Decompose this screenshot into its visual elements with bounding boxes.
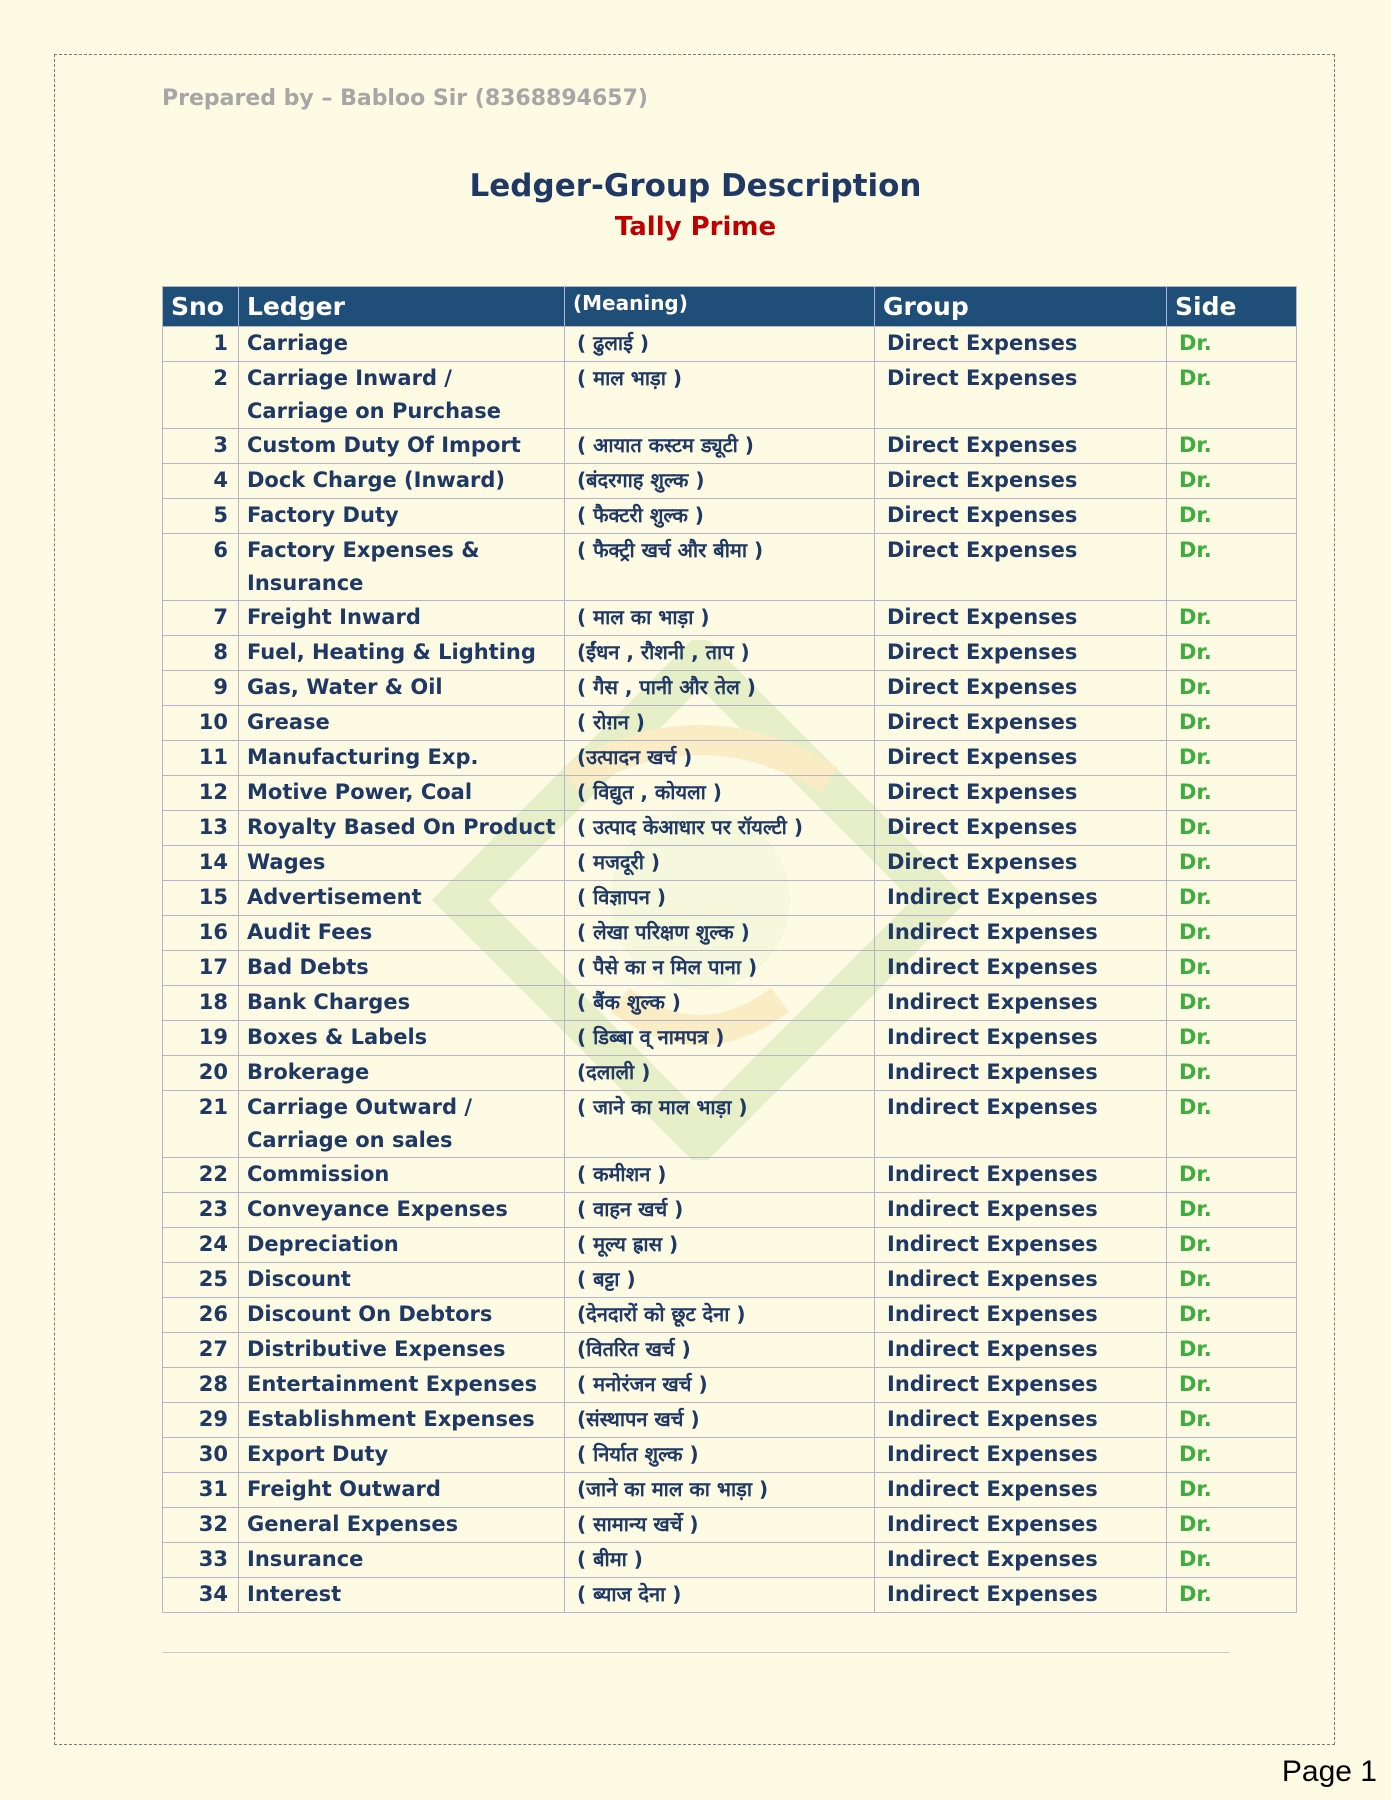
table-row bbox=[163, 499, 1297, 534]
cell-sno: 15 bbox=[163, 881, 239, 916]
cell-ledger: Motive Power, Coal bbox=[239, 776, 565, 811]
cell-group: Direct Expenses bbox=[875, 706, 1167, 741]
cell-side: Dr. bbox=[1167, 499, 1297, 534]
cell-ledger: Boxes & Labels bbox=[239, 1021, 565, 1056]
cell-side: Dr. bbox=[1167, 846, 1297, 881]
cell-sno: 14 bbox=[163, 846, 239, 881]
cell-group: Indirect Expenses bbox=[875, 1056, 1167, 1091]
cell-side: Dr. bbox=[1167, 706, 1297, 741]
cell-ledger: Discount On Debtors bbox=[239, 1298, 565, 1333]
cell-ledger: Entertainment Expenses bbox=[239, 1368, 565, 1403]
table-row bbox=[163, 464, 1297, 499]
cell-ledger: Commission bbox=[239, 1158, 565, 1193]
cell-meaning: ( लेखा परिक्षण शुल्क ) bbox=[565, 916, 875, 951]
cell-sno: 3 bbox=[163, 429, 239, 464]
cell-meaning: (जाने का माल का भाड़ा ) bbox=[565, 1473, 875, 1508]
cell-ledger: Factory Duty bbox=[239, 499, 565, 534]
cell-ledger: Factory Expenses & Insurance bbox=[239, 534, 565, 601]
cell-ledger: Distributive Expenses bbox=[239, 1333, 565, 1368]
cell-group: Direct Expenses bbox=[875, 671, 1167, 706]
cell-sno: 25 bbox=[163, 1263, 239, 1298]
table-row bbox=[163, 1228, 1297, 1263]
cell-sno: 28 bbox=[163, 1368, 239, 1403]
cell-group: Indirect Expenses bbox=[875, 881, 1167, 916]
cell-side: Dr. bbox=[1167, 1228, 1297, 1263]
table-row bbox=[163, 1091, 1297, 1158]
cell-sno: 30 bbox=[163, 1438, 239, 1473]
cell-sno: 16 bbox=[163, 916, 239, 951]
cell-group: Indirect Expenses bbox=[875, 1508, 1167, 1543]
cell-side: Dr. bbox=[1167, 1543, 1297, 1578]
cell-sno: 22 bbox=[163, 1158, 239, 1193]
cell-sno: 11 bbox=[163, 741, 239, 776]
table-row bbox=[163, 1508, 1297, 1543]
cell-ledger: Wages bbox=[239, 846, 565, 881]
table-row bbox=[163, 671, 1297, 706]
cell-side: Dr. bbox=[1167, 1333, 1297, 1368]
cell-ledger: Custom Duty Of Import bbox=[239, 429, 565, 464]
cell-meaning: ( रोग़न ) bbox=[565, 706, 875, 741]
cell-side: Dr. bbox=[1167, 636, 1297, 671]
cell-meaning: (दलाली ) bbox=[565, 1056, 875, 1091]
cell-sno: 23 bbox=[163, 1193, 239, 1228]
cell-meaning: ( बट्टा ) bbox=[565, 1263, 875, 1298]
cell-side: Dr. bbox=[1167, 1578, 1297, 1613]
cell-ledger: Carriage Outward / Carriage on sales bbox=[239, 1091, 565, 1158]
cell-side: Dr. bbox=[1167, 362, 1297, 429]
cell-group: Direct Expenses bbox=[875, 429, 1167, 464]
cell-meaning: ( बीमा ) bbox=[565, 1543, 875, 1578]
cell-ledger: Discount bbox=[239, 1263, 565, 1298]
table-row bbox=[163, 1298, 1297, 1333]
cell-group: Direct Expenses bbox=[875, 636, 1167, 671]
cell-group: Indirect Expenses bbox=[875, 916, 1167, 951]
cell-sno: 17 bbox=[163, 951, 239, 986]
cell-side: Dr. bbox=[1167, 916, 1297, 951]
cell-sno: 12 bbox=[163, 776, 239, 811]
cell-ledger: Royalty Based On Product bbox=[239, 811, 565, 846]
table-row bbox=[163, 916, 1297, 951]
table-row bbox=[163, 1021, 1297, 1056]
cell-sno: 32 bbox=[163, 1508, 239, 1543]
cell-group: Indirect Expenses bbox=[875, 1578, 1167, 1613]
cell-group: Indirect Expenses bbox=[875, 1298, 1167, 1333]
table-row bbox=[163, 776, 1297, 811]
cell-meaning: ( डिब्बा व् नामपत्र ) bbox=[565, 1021, 875, 1056]
cell-side: Dr. bbox=[1167, 1263, 1297, 1298]
table-row bbox=[163, 327, 1297, 362]
table-row bbox=[163, 811, 1297, 846]
cell-ledger: Depreciation bbox=[239, 1228, 565, 1263]
cell-meaning: ( गैस , पानी और तेल ) bbox=[565, 671, 875, 706]
column-header-sno: Sno bbox=[163, 287, 239, 327]
cell-group: Indirect Expenses bbox=[875, 1438, 1167, 1473]
table-header-row bbox=[163, 287, 1297, 327]
cell-group: Indirect Expenses bbox=[875, 986, 1167, 1021]
table-row bbox=[163, 1333, 1297, 1368]
cell-meaning: ( उत्पाद केआधार पर रॉयल्टी ) bbox=[565, 811, 875, 846]
cell-ledger: Insurance bbox=[239, 1543, 565, 1578]
cell-side: Dr. bbox=[1167, 464, 1297, 499]
cell-meaning: ( ढुलाई ) bbox=[565, 327, 875, 362]
cell-side: Dr. bbox=[1167, 776, 1297, 811]
table-row bbox=[163, 1438, 1297, 1473]
table-row bbox=[163, 601, 1297, 636]
table-row bbox=[163, 1473, 1297, 1508]
cell-group: Direct Expenses bbox=[875, 327, 1167, 362]
cell-ledger: Gas, Water & Oil bbox=[239, 671, 565, 706]
cell-meaning: ( सामान्य खर्चे ) bbox=[565, 1508, 875, 1543]
cell-ledger: Export Duty bbox=[239, 1438, 565, 1473]
page-number: Page 1 bbox=[1281, 1755, 1377, 1788]
cell-meaning: (संस्थापन खर्च ) bbox=[565, 1403, 875, 1438]
cell-side: Dr. bbox=[1167, 1438, 1297, 1473]
cell-meaning: ( निर्यात शुल्क ) bbox=[565, 1438, 875, 1473]
table-row bbox=[163, 741, 1297, 776]
cell-side: Dr. bbox=[1167, 1021, 1297, 1056]
cell-group: Direct Expenses bbox=[875, 534, 1167, 601]
cell-sno: 9 bbox=[163, 671, 239, 706]
cell-sno: 6 bbox=[163, 534, 239, 601]
column-header-side: Side bbox=[1167, 287, 1297, 327]
cell-sno: 1 bbox=[163, 327, 239, 362]
cell-sno: 13 bbox=[163, 811, 239, 846]
cell-sno: 31 bbox=[163, 1473, 239, 1508]
cell-group: Indirect Expenses bbox=[875, 1228, 1167, 1263]
table-row bbox=[163, 534, 1297, 601]
cell-sno: 26 bbox=[163, 1298, 239, 1333]
cell-group: Direct Expenses bbox=[875, 776, 1167, 811]
cell-ledger: Interest bbox=[239, 1578, 565, 1613]
cell-sno: 18 bbox=[163, 986, 239, 1021]
cell-group: Indirect Expenses bbox=[875, 1193, 1167, 1228]
cell-ledger: Dock Charge (Inward) bbox=[239, 464, 565, 499]
cell-meaning: ( जाने का माल भाड़ा ) bbox=[565, 1091, 875, 1158]
cell-ledger: Grease bbox=[239, 706, 565, 741]
table-row bbox=[163, 1403, 1297, 1438]
cell-side: Dr. bbox=[1167, 601, 1297, 636]
cell-group: Direct Expenses bbox=[875, 464, 1167, 499]
page-subtitle: Tally Prime bbox=[614, 212, 777, 242]
cell-side: Dr. bbox=[1167, 671, 1297, 706]
cell-meaning: ( वाहन खर्च ) bbox=[565, 1193, 875, 1228]
cell-sno: 21 bbox=[163, 1091, 239, 1158]
table-row bbox=[163, 951, 1297, 986]
column-header-ledger: Ledger bbox=[239, 287, 565, 327]
cell-side: Dr. bbox=[1167, 534, 1297, 601]
table-row bbox=[163, 1193, 1297, 1228]
cell-group: Direct Expenses bbox=[875, 741, 1167, 776]
cell-side: Dr. bbox=[1167, 1056, 1297, 1091]
table-row bbox=[163, 881, 1297, 916]
cell-sno: 4 bbox=[163, 464, 239, 499]
cell-group: Direct Expenses bbox=[875, 499, 1167, 534]
cell-meaning: (देनदारों को छूट देना ) bbox=[565, 1298, 875, 1333]
cell-sno: 20 bbox=[163, 1056, 239, 1091]
cell-meaning: ( मनोरंजन खर्च ) bbox=[565, 1368, 875, 1403]
table-row bbox=[163, 846, 1297, 881]
table-row bbox=[163, 1263, 1297, 1298]
cell-sno: 5 bbox=[163, 499, 239, 534]
table-row bbox=[163, 1158, 1297, 1193]
cell-group: Indirect Expenses bbox=[875, 951, 1167, 986]
cell-ledger: Carriage bbox=[239, 327, 565, 362]
cell-sno: 27 bbox=[163, 1333, 239, 1368]
cell-group: Indirect Expenses bbox=[875, 1263, 1167, 1298]
cell-group: Direct Expenses bbox=[875, 362, 1167, 429]
cell-group: Direct Expenses bbox=[875, 601, 1167, 636]
cell-ledger: Freight Inward bbox=[239, 601, 565, 636]
cell-side: Dr. bbox=[1167, 1193, 1297, 1228]
column-header-group: Group bbox=[875, 287, 1167, 327]
cell-sno: 24 bbox=[163, 1228, 239, 1263]
table-row bbox=[163, 1578, 1297, 1613]
cell-side: Dr. bbox=[1167, 1473, 1297, 1508]
table-row bbox=[163, 362, 1297, 429]
cell-ledger: Bank Charges bbox=[239, 986, 565, 1021]
cell-meaning: (बंदरगाह शुल्क ) bbox=[565, 464, 875, 499]
cell-group: Indirect Expenses bbox=[875, 1543, 1167, 1578]
cell-meaning: (ईंधन , रौशनी , ताप ) bbox=[565, 636, 875, 671]
cell-ledger: Freight Outward bbox=[239, 1473, 565, 1508]
cell-side: Dr. bbox=[1167, 1368, 1297, 1403]
cell-sno: 33 bbox=[163, 1543, 239, 1578]
cell-meaning: ( फैक्टरी शुल्क ) bbox=[565, 499, 875, 534]
cell-ledger: Audit Fees bbox=[239, 916, 565, 951]
cell-group: Indirect Expenses bbox=[875, 1473, 1167, 1508]
table-row bbox=[163, 1056, 1297, 1091]
column-header-meaning: (Meaning) bbox=[565, 287, 875, 327]
cell-meaning: ( माल भाड़ा ) bbox=[565, 362, 875, 429]
cell-sno: 34 bbox=[163, 1578, 239, 1613]
cell-meaning: ( ब्याज देना ) bbox=[565, 1578, 875, 1613]
cell-group: Indirect Expenses bbox=[875, 1158, 1167, 1193]
cell-ledger: Brokerage bbox=[239, 1056, 565, 1091]
cell-meaning: ( कमीशन ) bbox=[565, 1158, 875, 1193]
cell-side: Dr. bbox=[1167, 1158, 1297, 1193]
ledger-table bbox=[162, 286, 1297, 1613]
cell-side: Dr. bbox=[1167, 1091, 1297, 1158]
prepared-by: Prepared by – Babloo Sir (8368894657) bbox=[162, 86, 648, 111]
cell-meaning: ( माल का भाड़ा ) bbox=[565, 601, 875, 636]
cell-side: Dr. bbox=[1167, 986, 1297, 1021]
cell-group: Indirect Expenses bbox=[875, 1021, 1167, 1056]
cell-side: Dr. bbox=[1167, 1403, 1297, 1438]
cell-ledger: Manufacturing Exp. bbox=[239, 741, 565, 776]
cell-sno: 19 bbox=[163, 1021, 239, 1056]
table-row bbox=[163, 429, 1297, 464]
footer-divider bbox=[162, 1652, 1230, 1653]
cell-ledger: General Expenses bbox=[239, 1508, 565, 1543]
cell-sno: 7 bbox=[163, 601, 239, 636]
cell-meaning: ( मूल्य ह्रास ) bbox=[565, 1228, 875, 1263]
cell-group: Indirect Expenses bbox=[875, 1333, 1167, 1368]
page-title: Ledger-Group Description bbox=[469, 168, 922, 204]
cell-group: Indirect Expenses bbox=[875, 1403, 1167, 1438]
cell-side: Dr. bbox=[1167, 1298, 1297, 1333]
cell-side: Dr. bbox=[1167, 741, 1297, 776]
cell-meaning: (वितरित खर्च ) bbox=[565, 1333, 875, 1368]
cell-side: Dr. bbox=[1167, 881, 1297, 916]
cell-side: Dr. bbox=[1167, 811, 1297, 846]
cell-meaning: ( बैंक शुल्क ) bbox=[565, 986, 875, 1021]
cell-sno: 8 bbox=[163, 636, 239, 671]
cell-side: Dr. bbox=[1167, 429, 1297, 464]
cell-side: Dr. bbox=[1167, 951, 1297, 986]
cell-sno: 10 bbox=[163, 706, 239, 741]
cell-ledger: Carriage Inward / Carriage on Purchase bbox=[239, 362, 565, 429]
table-row bbox=[163, 1368, 1297, 1403]
cell-ledger: Fuel, Heating & Lighting bbox=[239, 636, 565, 671]
cell-sno: 29 bbox=[163, 1403, 239, 1438]
cell-ledger: Bad Debts bbox=[239, 951, 565, 986]
table-row bbox=[163, 986, 1297, 1021]
cell-side: Dr. bbox=[1167, 327, 1297, 362]
cell-group: Indirect Expenses bbox=[875, 1368, 1167, 1403]
cell-sno: 2 bbox=[163, 362, 239, 429]
cell-meaning: (उत्पादन खर्च ) bbox=[565, 741, 875, 776]
table-row bbox=[163, 706, 1297, 741]
cell-ledger: Advertisement bbox=[239, 881, 565, 916]
table-row bbox=[163, 636, 1297, 671]
cell-meaning: ( पैसे का न मिल पाना ) bbox=[565, 951, 875, 986]
cell-meaning: ( विद्युत , कोयला ) bbox=[565, 776, 875, 811]
cell-group: Direct Expenses bbox=[875, 846, 1167, 881]
cell-ledger: Establishment Expenses bbox=[239, 1403, 565, 1438]
cell-group: Indirect Expenses bbox=[875, 1091, 1167, 1158]
cell-meaning: ( फैक्ट्री खर्च और बीमा ) bbox=[565, 534, 875, 601]
cell-meaning: ( मजदूरी ) bbox=[565, 846, 875, 881]
cell-meaning: ( विज्ञापन ) bbox=[565, 881, 875, 916]
cell-ledger: Conveyance Expenses bbox=[239, 1193, 565, 1228]
cell-group: Direct Expenses bbox=[875, 811, 1167, 846]
table-row bbox=[163, 1543, 1297, 1578]
cell-side: Dr. bbox=[1167, 1508, 1297, 1543]
cell-meaning: ( आयात कस्टम ड्यूटी ) bbox=[565, 429, 875, 464]
